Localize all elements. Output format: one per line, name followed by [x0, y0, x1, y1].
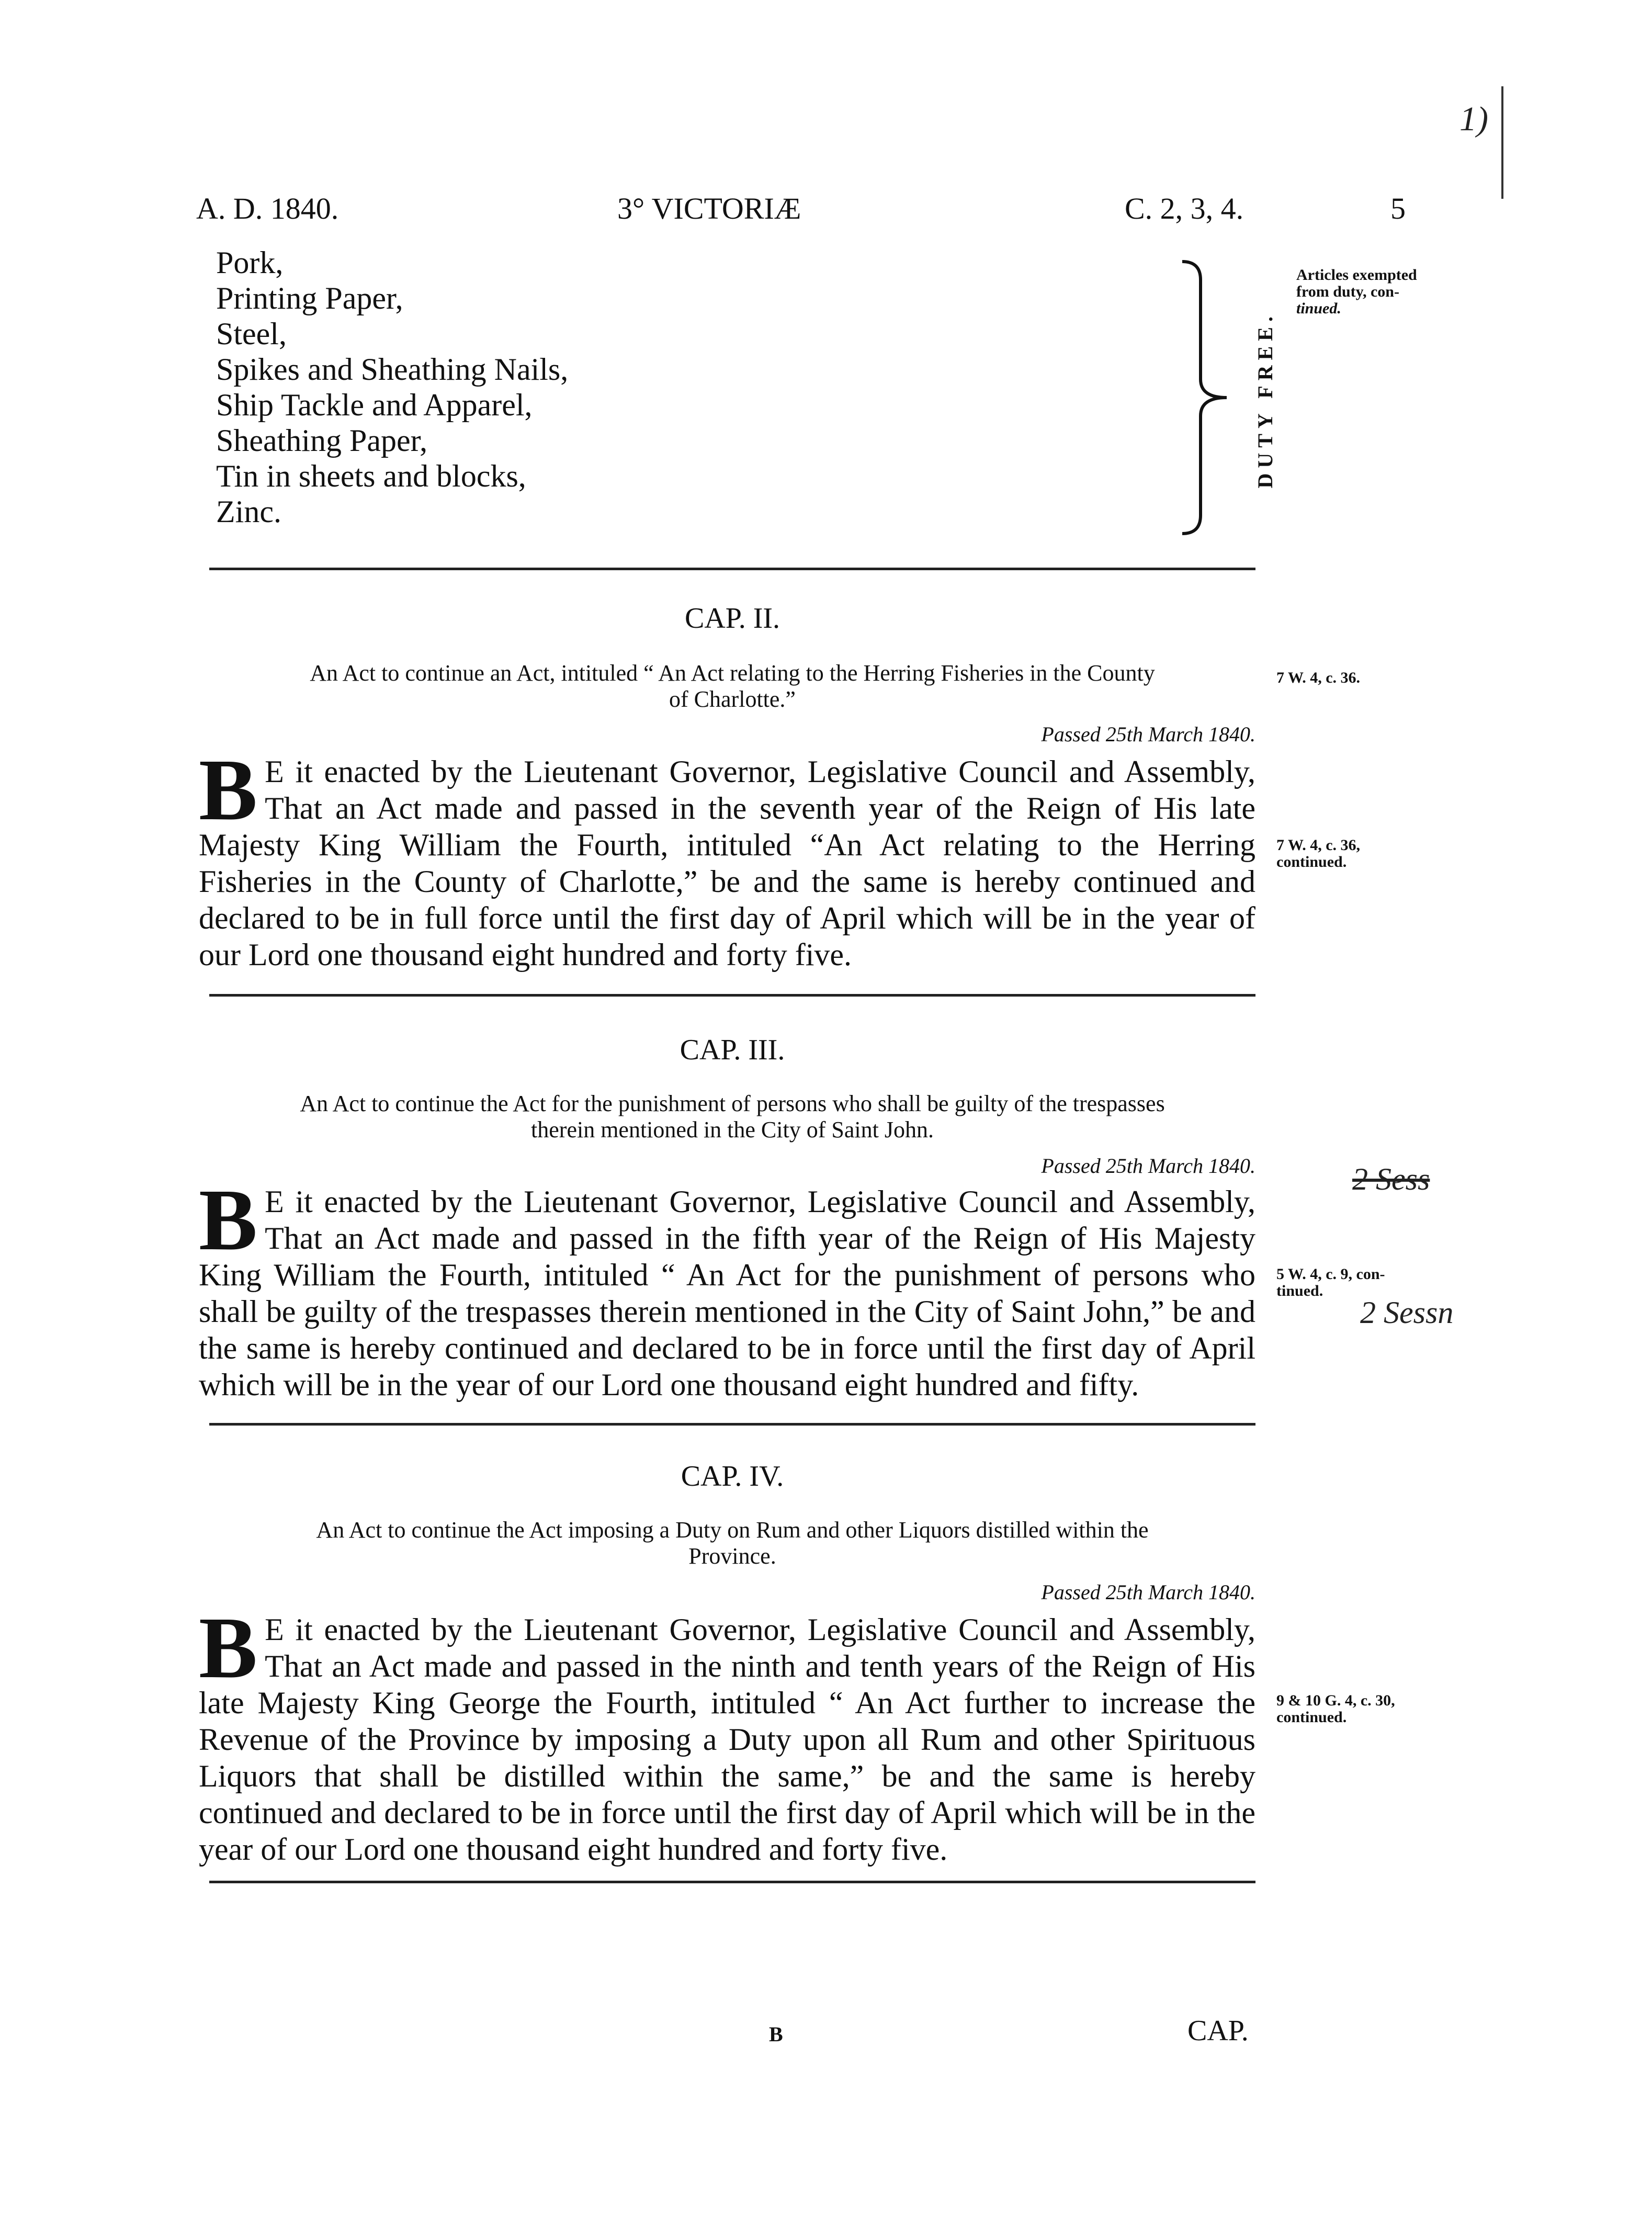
act-title: An Act to continue the Act imposing a Duty on Rum and other Liquors distilled within the Province.: [316, 1517, 1149, 1569]
passed-date: Passed 25th March 1840.: [1041, 1154, 1255, 1178]
margin-note-continued: 9 & 10 G. 4, c. 30, continued.: [1276, 1692, 1395, 1726]
page-edge-line: [1501, 86, 1503, 199]
list-item: Ship Tackle and Apparel,: [216, 388, 533, 422]
bracket-label-duty-free: DUTY FREE.: [1253, 311, 1277, 489]
list-item: Tin in sheets and blocks,: [216, 459, 526, 493]
header-chapters: C. 2, 3, 4.: [1125, 191, 1244, 225]
divider: [209, 568, 1255, 570]
act-body: B E it enacted by the Lieutenant Governor, Legislative Council and Assembly, That an Act made and passed in the seventh year of the Reign of His late Majesty King William the Fourth, intituled “An Act relating to the Herring Fisheries in the County of Charlotte,” be and the same is hereby continued and declared to be in full force until the first day of April which will be in the year of our Lord one thousand eight hundred and forty five.: [199, 741, 1255, 972]
right-brace: [1177, 259, 1240, 536]
margin-note-continued: 7 W. 4, c. 36, continued.: [1276, 836, 1361, 870]
cap-heading: CAP. III.: [680, 1034, 785, 1066]
list-item: Pork,: [216, 245, 284, 280]
duty-free-item-list: [216, 245, 568, 529]
margin-note-continued: 5 W. 4, c. 9, con- tinued.: [1276, 1265, 1385, 1299]
margin-note-articles-exempted: Articles exempted from duty, con- tinued.: [1296, 266, 1417, 317]
margin-note-citation: 7 W. 4, c. 36.: [1276, 669, 1361, 686]
act-title: An Act to continue an Act, intituled “ An Act relating to the Herring Fisheries in the County of Charlotte.”: [310, 660, 1155, 712]
drop-cap: B: [199, 1171, 258, 1269]
list-item: Spikes and Sheathing Nails,: [216, 352, 569, 387]
list-item: Printing Paper,: [216, 281, 403, 315]
divider: [209, 1423, 1255, 1426]
cap-heading: CAP. II.: [684, 602, 780, 635]
handwritten-annotation: 2 Sess: [1352, 1162, 1430, 1196]
act-body: B E it enacted by the Lieutenant Governor, Legislative Council and Assembly, That an Act made and passed in the fifth year of the Reign of His Majesty King William the Fourth, intituled “ An Act for the punishment of persons who shall be guilty of the trespasses therein mentioned in the City of Saint John,” be and the same is hereby continued and declared to be in force until the first day of April which will be in the year of our Lord one thousand eight hundred and fifty.: [199, 1171, 1255, 1402]
page-number: 5: [1390, 191, 1406, 225]
list-item: Sheathing Paper,: [216, 423, 428, 458]
catchword: CAP.: [1187, 2015, 1249, 2047]
list-item: Steel,: [216, 316, 287, 351]
divider: [209, 1881, 1255, 1883]
act-body: B E it enacted by the Lieutenant Governor, Legislative Council and Assembly, That an Act made and passed in the ninth and tenth years of the Reign of His late Majesty King George the Fourth, intituled “ An Act further to increase the Revenue of the Province by imposing a Duty upon all Rum and other Spirituous Liquors that shall be distilled within the same,” be and the same is hereby continued and declared to be in force until the first day of April which will be in the year of our Lord one thousand eight hundred and forty five.: [199, 1599, 1255, 1867]
corner-handwritten-mark: 1): [1459, 100, 1488, 138]
divider: [209, 994, 1255, 997]
passed-date: Passed 25th March 1840.: [1041, 722, 1255, 746]
handwritten-annotation: 2 Sessn: [1360, 1295, 1454, 1330]
act-title: An Act to continue the Act for the punishment of persons who shall be guilty of the trespasses therein mentioned in the City of Saint John.: [300, 1091, 1165, 1143]
header-reign: 3° VICTORIÆ: [617, 191, 801, 225]
header-year: A. D. 1840.: [196, 191, 339, 225]
cap-heading: CAP. IV.: [681, 1460, 784, 1493]
signature-mark: B: [769, 2022, 783, 2046]
drop-cap: B: [199, 1599, 258, 1697]
drop-cap: B: [199, 741, 258, 839]
passed-date: Passed 25th March 1840.: [1041, 1580, 1255, 1604]
list-item: Zinc.: [216, 494, 281, 529]
